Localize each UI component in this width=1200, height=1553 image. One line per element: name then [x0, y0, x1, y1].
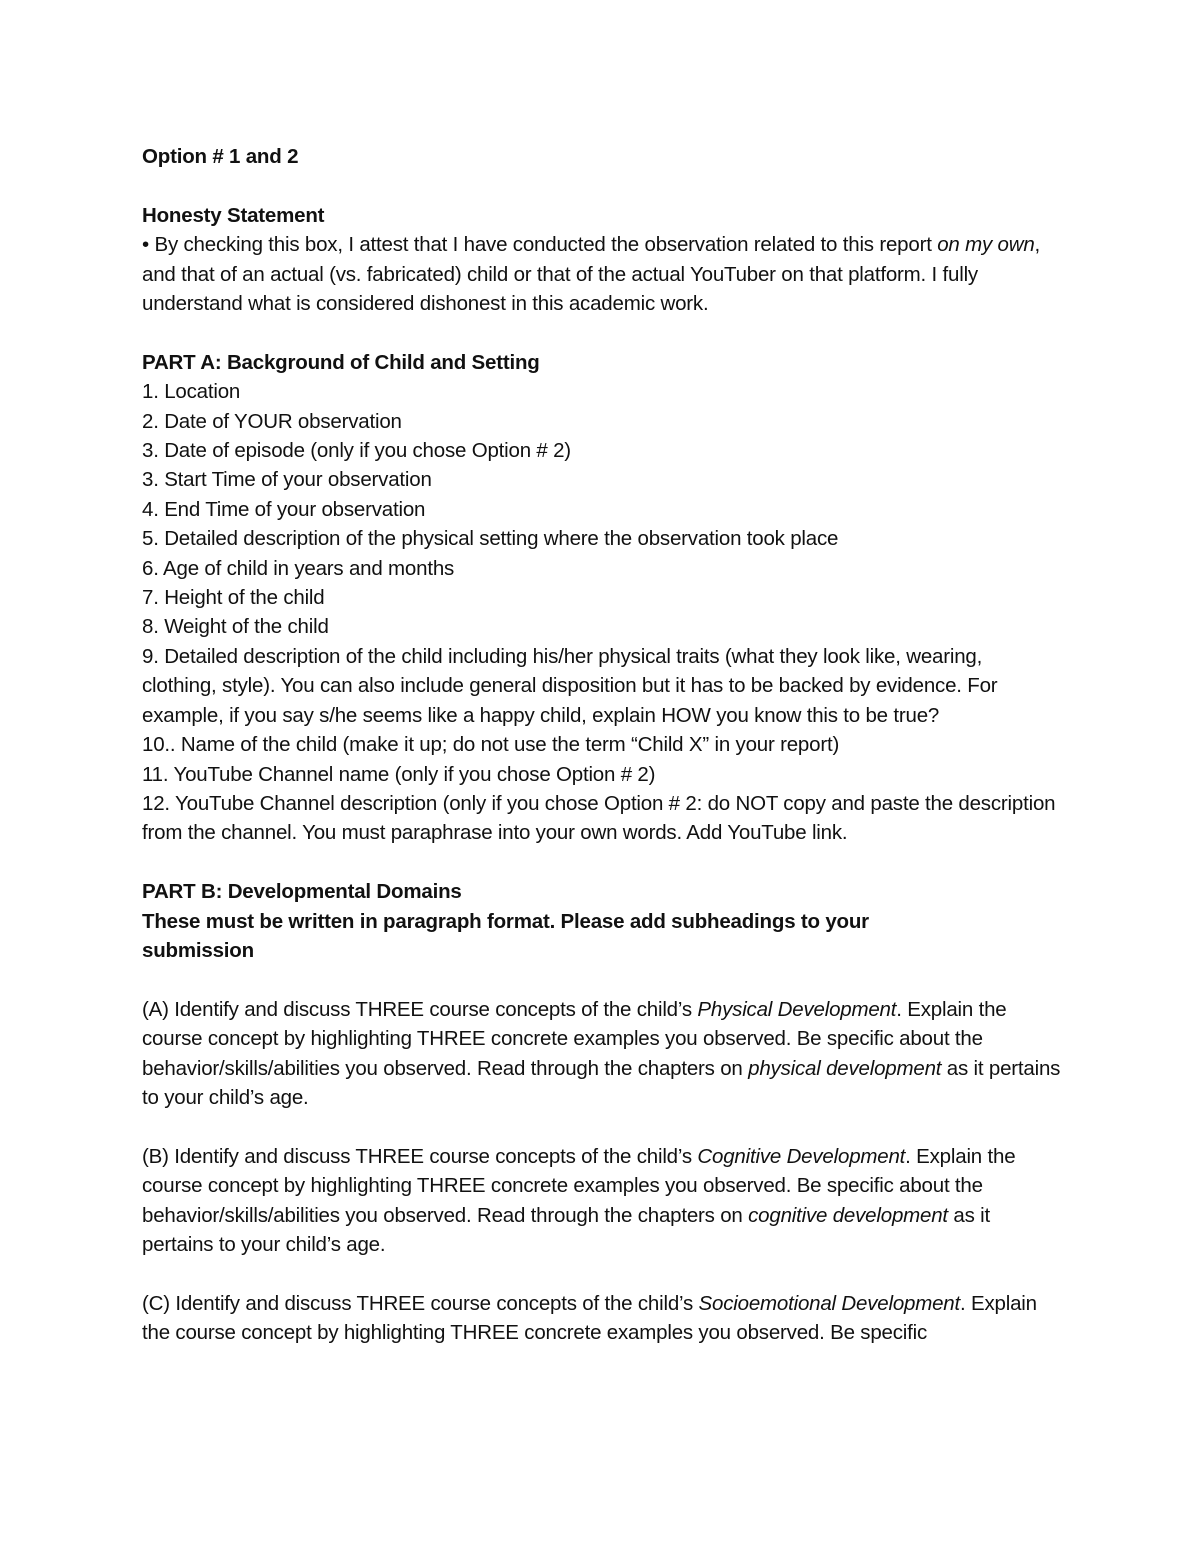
list-item: 11. YouTube Channel name (only if you chose Option # 2)	[142, 762, 656, 786]
list-item: 10.. Name of the child (make it up; do not use the term “Child X” in your report)	[142, 733, 840, 757]
spacer	[142, 1259, 1062, 1288]
paragraph-text: . Explain the course concept by highlighting THREE concrete examples you observed. Be specific about the behavior/skills/abilities you observed. Read through the chapters on	[142, 997, 1007, 1080]
list-item: 2. Date of YOUR observation	[142, 409, 402, 433]
part-a-heading: PART A: Background of Child and Setting	[142, 350, 540, 374]
paragraph-emphasis: Socioemotional Development	[698, 1291, 960, 1315]
list-item: 1. Location	[142, 380, 241, 404]
page-title: Option # 1 and 2	[142, 145, 299, 168]
paragraph-emphasis: Cognitive Development	[697, 1144, 906, 1168]
spacer	[142, 1112, 1062, 1141]
paragraph-text: as it pertains to your child’s age.	[142, 1056, 1061, 1109]
honesty-heading: Honesty Statement	[142, 203, 325, 227]
paragraph-text: . Explain the course concept by highlighting THREE concrete examples you observed. Be specific about the behavior/skills/abilities you observed. Read through the chapters on	[142, 1144, 1016, 1227]
spacer	[142, 171, 1062, 200]
paragraph-emphasis: physical development	[748, 1056, 942, 1080]
paragraph-text: (A) Identify and discuss THREE course concepts of the child’s	[142, 997, 698, 1021]
list-item: 3. Start Time of your observation	[142, 468, 432, 492]
honesty-text-1: By checking this box, I attest that I have conducted the observation related to this report	[154, 233, 938, 257]
list-item: 12. YouTube Channel description (only if you chose Option # 2: do NOT copy and paste the description from the channel. You must paraphrase into your own words. Add YouTube link.	[142, 791, 1056, 845]
part-b-instruction: These must be written in paragraph format. Please add subheadings to your submission	[142, 909, 869, 962]
domain-paragraph-physical	[142, 995, 1062, 1113]
paragraph-text: (B) Identify and discuss THREE course concepts of the child’s	[142, 1144, 698, 1168]
paragraph-emphasis: Physical Development	[697, 997, 897, 1021]
domain-paragraph-cognitive	[142, 1142, 1062, 1260]
paragraph-text: . Explain the course concept by highlighting THREE concrete examples you observed. Be specific	[142, 1291, 1037, 1345]
bullet: •	[142, 233, 149, 257]
paragraph-emphasis: cognitive development	[748, 1203, 948, 1227]
paragraph-text: as it pertains to your child’s age.	[142, 1203, 991, 1256]
honesty-text-2: , and that of an actual (vs. fabricated) child or that of the actual YouTuber on that platform. I fully understand what is considered dishonest in this academic work.	[142, 233, 1041, 316]
list-item: 5. Detailed description of the physical setting where the observation took place	[142, 527, 839, 551]
spacer	[142, 318, 1062, 347]
document-body	[142, 142, 1062, 1348]
domain-paragraph-socioemotional	[142, 1289, 1062, 1348]
honesty-statement	[142, 230, 1062, 318]
list-item: 6. Age of child in years and months	[142, 556, 455, 580]
part-b-heading: PART B: Developmental Domains	[142, 880, 462, 904]
list-item: 3. Date of episode (only if you chose Option # 2)	[142, 439, 571, 463]
list-item: 9. Detailed description of the child including his/her physical traits (what they look like, wearing, clothing, style). You can also include general disposition but it has to be backed by evidence. For example, if you say s/he seems like a happy child, explain HOW you know this to be true?	[142, 644, 998, 727]
paragraph-text: (C) Identify and discuss THREE course concepts of the child’s	[142, 1291, 699, 1315]
list-item: 4. End Time of your observation	[142, 497, 426, 521]
list-item: 8. Weight of the child	[142, 615, 329, 639]
honesty-text-emphasis: on my own	[937, 233, 1035, 257]
list-item: 7. Height of the child	[142, 586, 325, 610]
spacer	[142, 965, 1062, 994]
spacer	[142, 848, 1062, 877]
